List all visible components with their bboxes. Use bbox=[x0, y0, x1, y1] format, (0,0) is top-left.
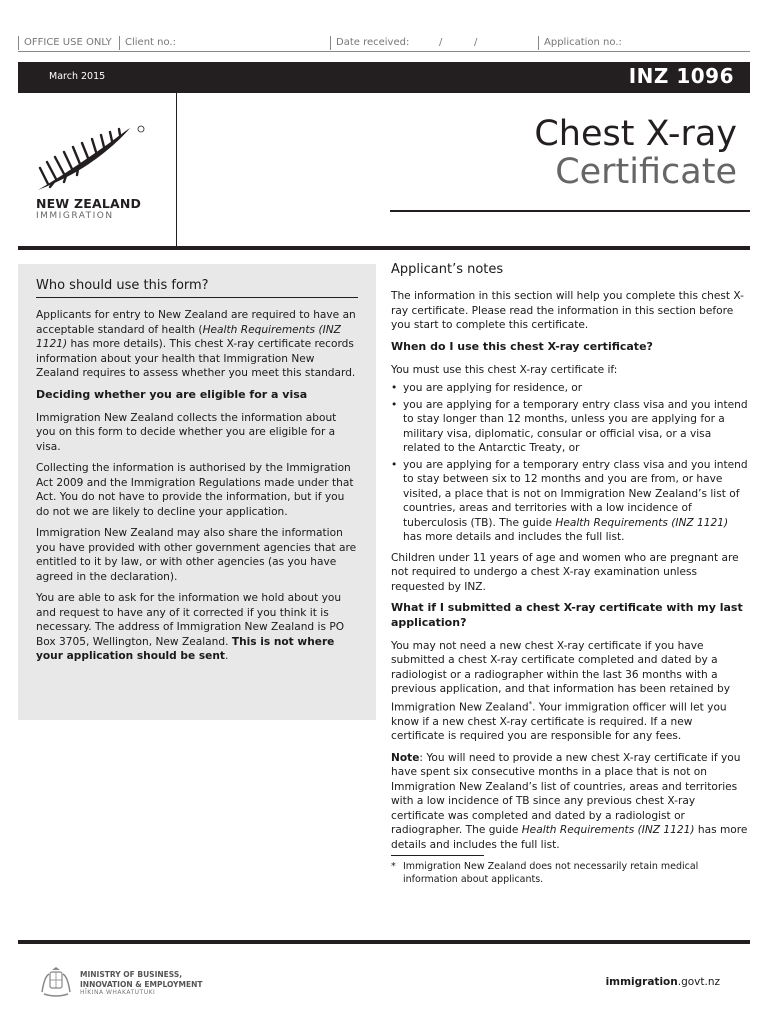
office-use-only-label: OFFICE USE ONLY bbox=[18, 36, 112, 50]
previous-certificate-text bbox=[391, 639, 749, 744]
date-received-text: Date received: bbox=[336, 37, 410, 48]
header-bottom-rule bbox=[18, 246, 750, 250]
title-underline bbox=[390, 210, 750, 212]
date-received-label bbox=[330, 36, 478, 50]
left-p1-italic: Health Requirements (INZ 1121) bbox=[36, 323, 341, 350]
mbie-line-1: MINISTRY OF BUSINESS, bbox=[80, 970, 183, 979]
left-p5-bold: This is not where your application should be sent bbox=[36, 635, 335, 663]
footnote-text: Immigration New Zealand does not necessarily retain medical information about applicants. bbox=[403, 861, 699, 886]
logo-new-zealand: NEW ZEALAND bbox=[36, 196, 142, 211]
note-text-b: has more details and includes the full list. bbox=[391, 824, 748, 851]
notes-intro: The information in this section will help you complete this chest X-ray certificate. Please read the information in this section before you start to complete this certificate. bbox=[391, 290, 744, 331]
mbie-line-3: HĪKINA WHAKATUTUKI bbox=[80, 989, 156, 996]
form-date: March 2015 bbox=[49, 71, 106, 82]
title-line-1: Chest X-ray bbox=[534, 114, 737, 154]
eligibility-subheading: Deciding whether you are eligible for a visa bbox=[36, 387, 308, 401]
left-paragraph-4: Immigration New Zealand may also share the information you have provided with other government agencies that are entitled to it by law, or with other agencies (as you have agreed in the declaration). bbox=[36, 527, 357, 583]
office-bar-underline bbox=[18, 51, 750, 52]
header-bar bbox=[18, 62, 750, 93]
left-p5-end: . bbox=[224, 650, 229, 663]
previous-text-a: You may not need a new chest X-ray certificate if you have submitted a chest X-ray certificate completed and dated by a radiologist or a radiographer within the last 36 months with a previous application, and that information has been retained by Immigration New Zealand bbox=[391, 639, 730, 714]
when-to-use-heading: When do I use this chest X-ray certificate? bbox=[391, 339, 653, 353]
must-use-text: You must use this chest X-ray certificate if: bbox=[391, 363, 618, 376]
left-paragraph-2: Immigration New Zealand collects the information about you on this form to decide whether you are eligible for a visa. bbox=[36, 411, 337, 453]
previous-certificate-heading: What if I submitted a chest X-ray certificate with my last application? bbox=[391, 601, 743, 629]
left-paragraph-3: Collecting the information is authorised by the Immigration Act 2009 and the Immigration Regulations made under that Act. You do not have to provide the information, but if you do not we are likely to decline your application. bbox=[36, 462, 354, 518]
footnote-marker: * bbox=[528, 699, 533, 708]
applicants-notes-heading: Applicant’s notes bbox=[391, 262, 504, 277]
coat-of-arms-icon bbox=[38, 966, 74, 998]
title-line-2: Certificate bbox=[555, 151, 737, 192]
client-no-label: Client no.: bbox=[119, 36, 176, 50]
note-label: Note bbox=[391, 751, 420, 764]
form-code: INZ 1096 bbox=[628, 64, 734, 88]
note-italic: Health Requirements (INZ 1121) bbox=[521, 824, 695, 837]
note-paragraph bbox=[391, 751, 749, 853]
left-paragraph-5 bbox=[36, 591, 358, 664]
footnote-star: * bbox=[391, 861, 396, 873]
bullet3-text-a: you are applying for a temporary entry class visa and you intend to stay between six to 12 months and you are from, or have visited, a place that is not on Immigration New Zealand’s list of countries, areas and territories with a low incidence of tuberculosis (TB). The guide bbox=[403, 458, 748, 529]
footnote-rule bbox=[391, 855, 484, 856]
nz-immigration-logo bbox=[36, 124, 156, 221]
website-link[interactable] bbox=[606, 976, 720, 988]
left-p1-text-b: has more details). This chest X-ray certificate records information about your health that Immigration New Zealand requires to assess whether you meet this standard. bbox=[36, 338, 356, 379]
mbie-line-2: INNOVATION & EMPLOYMENT bbox=[80, 979, 203, 989]
note-text-a: : You will need to provide a new chest X-ray certificate if you have spent six consecutive months in a place that is not on Immigration New Zealand’s list of countries, areas and territories with a low incidence of TB since any previous chest X-ray certificate was completed and dated by a radiologist or radiographer. The guide bbox=[391, 751, 741, 837]
conditions-list bbox=[391, 381, 749, 545]
mbie-logo bbox=[38, 966, 203, 1002]
left-paragraph-1 bbox=[36, 308, 358, 381]
bullet3-italic: Health Requirements (INZ 1121) bbox=[555, 516, 729, 529]
previous-text-b: . Your immigration officer will let you know if a new chest X-ray certificate is required. If a new certificate is required you are responsible for any fees. bbox=[391, 701, 727, 743]
form-title bbox=[534, 116, 737, 192]
left-p1-text-a: Applicants for entry to New Zealand are required to have an acceptable standard of health ( bbox=[36, 309, 356, 336]
condition-temporary-medium bbox=[391, 458, 749, 545]
header-divider bbox=[176, 93, 177, 247]
who-should-use-panel bbox=[18, 264, 376, 720]
website-rest: .govt.nz bbox=[677, 976, 720, 988]
condition-temporary-long: • you are applying for a temporary entry class visa and you intend to stay longer than 12 months, unless you are applying for a military visa, diplomatic, consular or official visa, or a visa related to the Antarctic Treaty, or bbox=[391, 398, 749, 456]
date-separator-2: / bbox=[474, 37, 478, 48]
silver-fern-icon bbox=[36, 124, 148, 194]
children-exemption: Children under 11 years of age and women who are pregnant are not required to undergo a chest X-ray examination unless requested by INZ. bbox=[391, 551, 739, 593]
office-use-bar bbox=[18, 36, 750, 52]
application-no-label: Application no.: bbox=[538, 36, 622, 50]
footer-rule bbox=[18, 940, 750, 944]
date-separator-1: / bbox=[439, 37, 443, 48]
who-should-use-heading: Who should use this form? bbox=[36, 278, 358, 298]
footnote bbox=[391, 860, 749, 886]
logo-immigration: IMMIGRATION bbox=[36, 211, 114, 221]
applicants-notes-column bbox=[391, 262, 749, 886]
condition-residence: • you are applying for residence, or bbox=[391, 381, 749, 396]
website-bold: immigration bbox=[605, 976, 678, 988]
left-p5-text: You are able to ask for the information we hold about you and request to have any of it corrected if you think it is necessary. The address of Immigration New Zealand is PO Box 3705, Wellington, New Zealand. bbox=[36, 592, 345, 648]
bullet3-text-b: has more details and includes the full list. bbox=[403, 531, 625, 544]
